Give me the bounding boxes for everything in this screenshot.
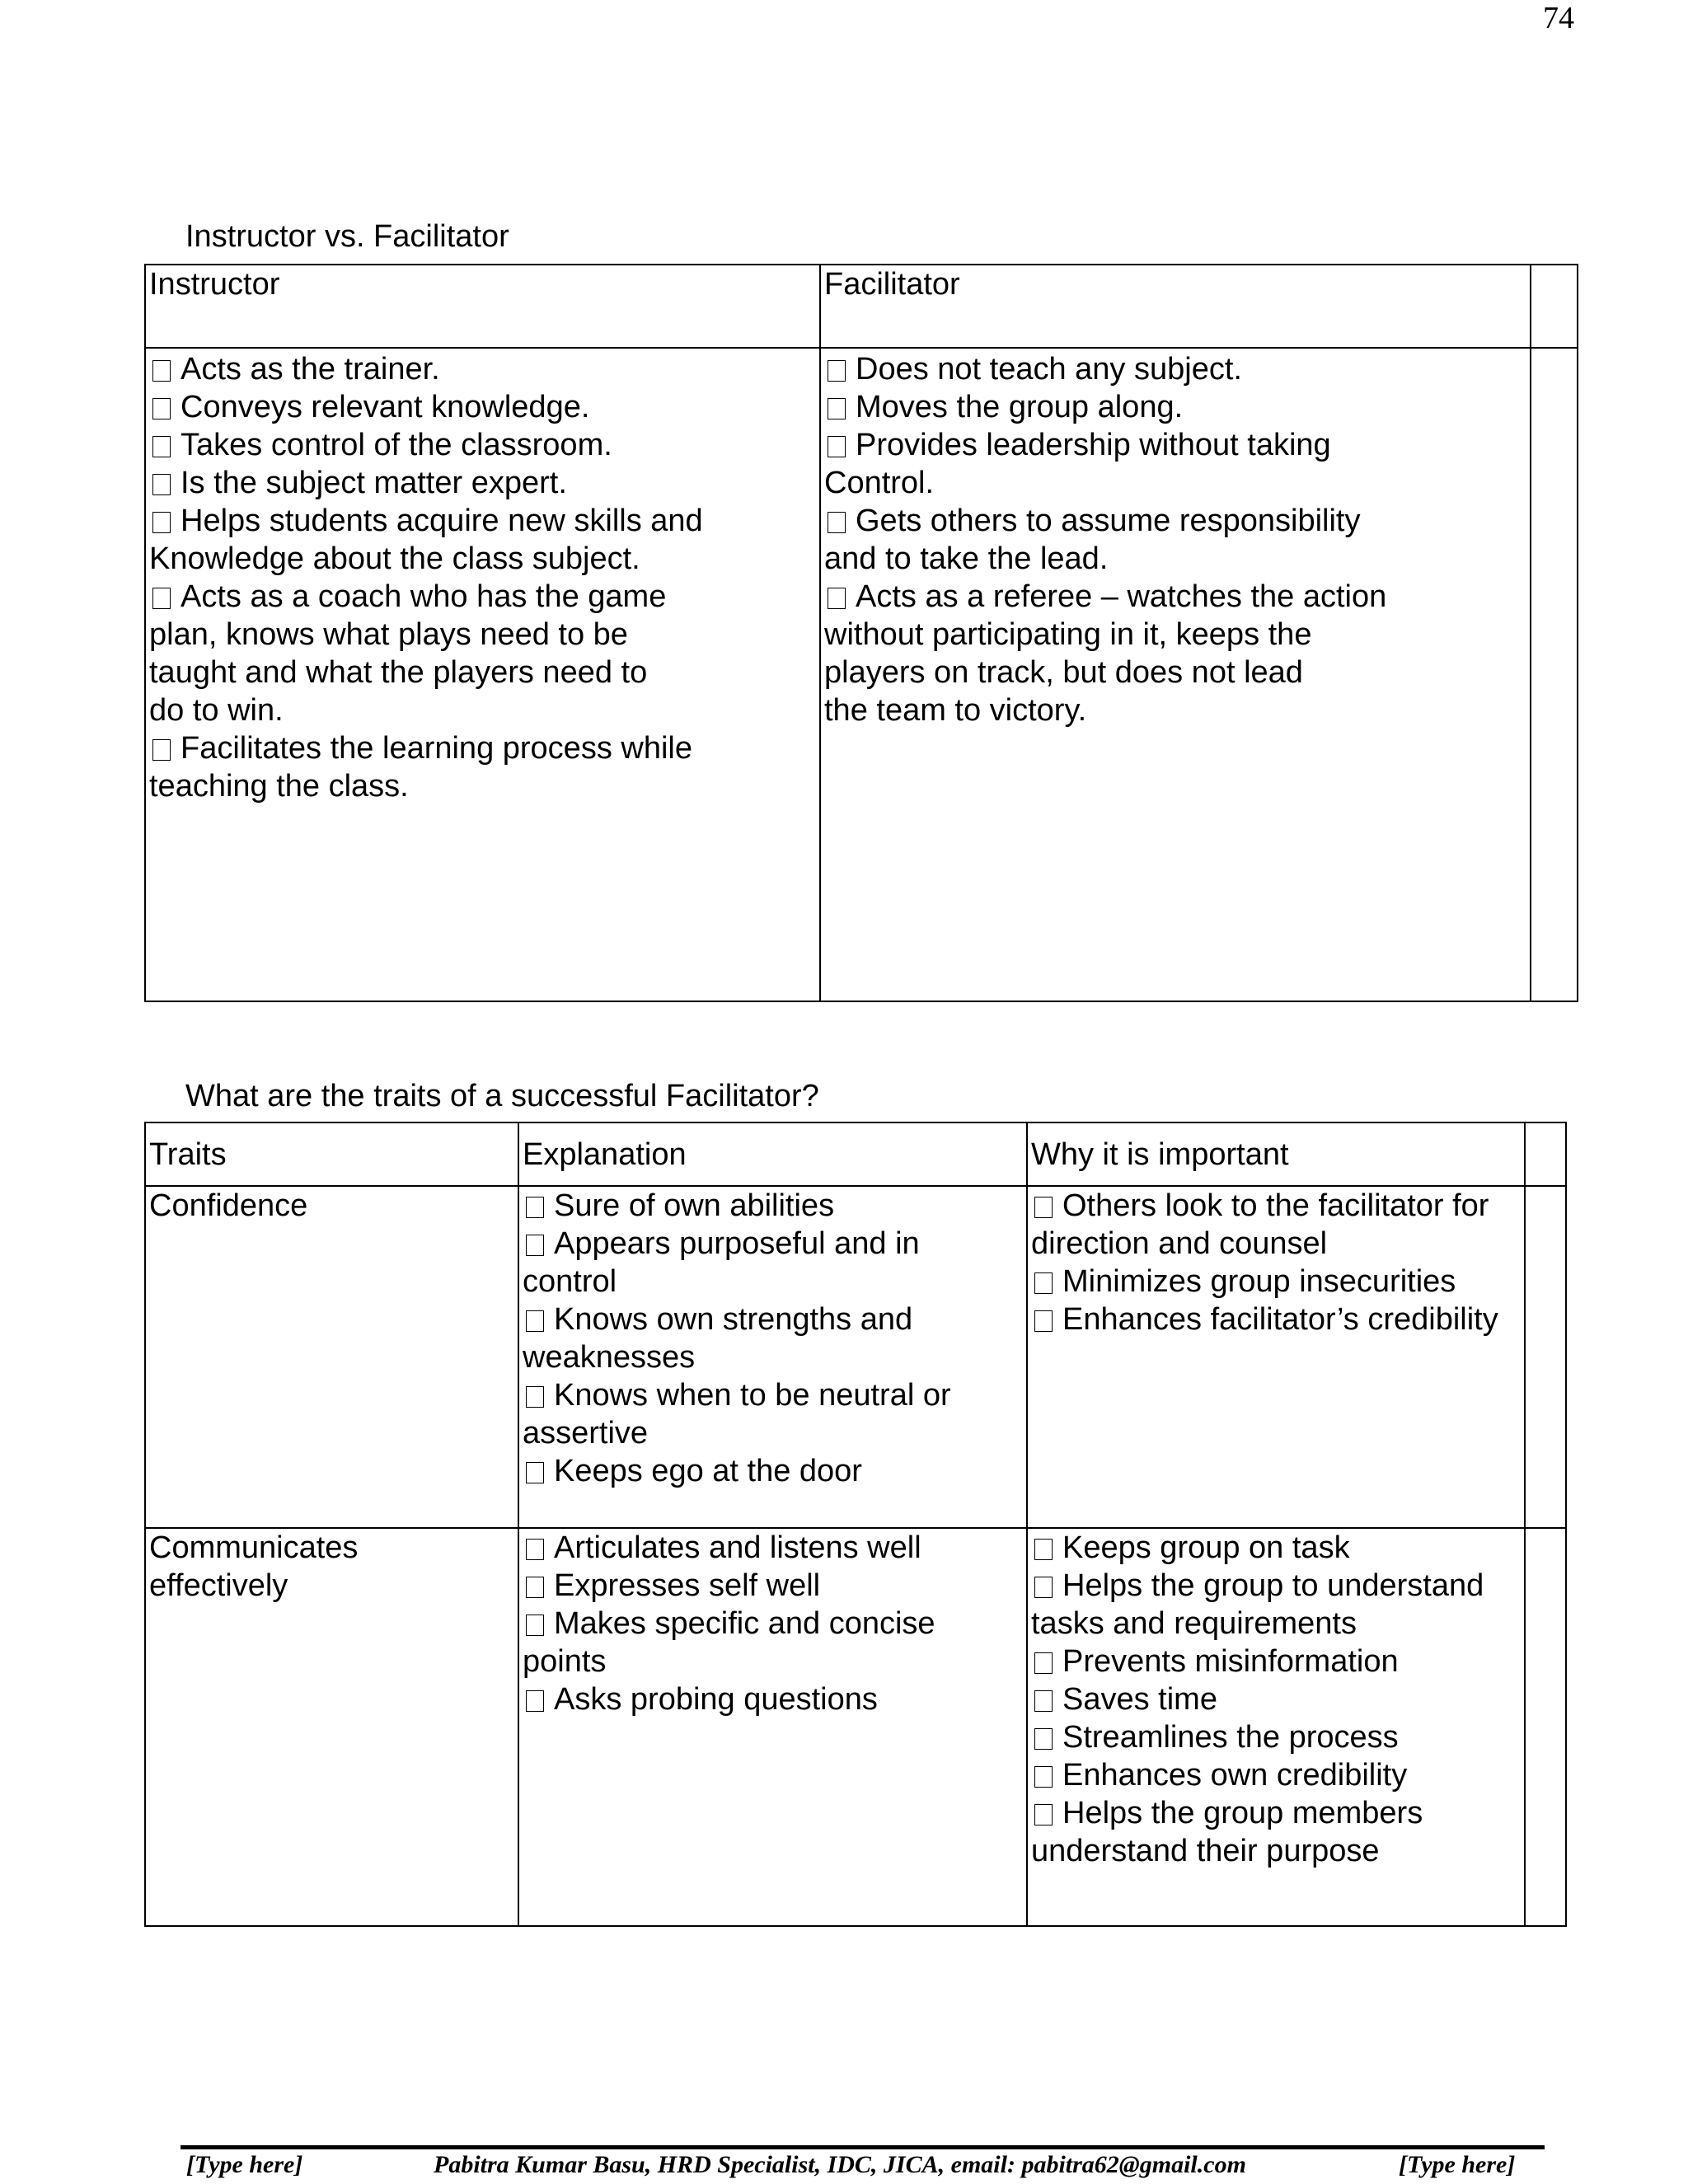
line-text: Enhances facilitator’s credibility [1062,1302,1498,1337]
bullet-box-icon [526,1386,544,1408]
bullet-box-icon [526,1577,544,1598]
bullet-box-icon [1034,1804,1053,1825]
bullet-item [824,388,1530,426]
line-text: the team to victory. [824,693,1087,728]
line-text: Prevents misinformation [1062,1644,1399,1679]
line-text: Helps the group members [1062,1796,1423,1830]
line-text: Asks probing questions [554,1682,878,1717]
trait-row-communicates [145,1528,1566,1926]
bullet-item [523,1452,1026,1490]
line-text: Minimizes group insecurities [1062,1264,1456,1299]
empty-cell [1525,1186,1566,1528]
footer-center: Pabitra Kumar Basu, HRD Specialist, IDC, JICA, email: pabitra62@gmail.com [434,2151,1246,2178]
explanation-cell [518,1528,1027,1926]
text-line [149,616,819,654]
bullet-item [523,1567,1026,1605]
line-text: understand their purpose [1031,1834,1380,1868]
facilitator-cell [820,348,1531,1001]
bullet-box-icon [152,588,171,609]
line-text: direction and counsel [1031,1226,1328,1261]
bullet-box-icon [1034,1766,1053,1788]
text-line [149,767,819,805]
bullet-box-icon [828,436,846,457]
header-facilitator: Facilitator [820,265,1531,348]
text-line [824,540,1530,578]
bullet-item [149,388,819,426]
line-text: Keeps ego at the door [554,1454,862,1488]
bullet-box-icon [526,1197,544,1218]
line-text: Others look to the facilitator for [1062,1188,1489,1223]
line-text: Takes control of the classroom. [181,428,612,462]
importance-cell [1027,1528,1525,1926]
bullet-item [523,1376,1026,1414]
empty-cell [1531,265,1578,348]
line-text: Keeps group on task [1062,1530,1350,1565]
bullet-box-icon [828,398,846,419]
line-text: Conveys relevant knowledge. [181,390,590,424]
text-line [824,654,1530,691]
trait-name: effectively [149,1568,288,1603]
text-line [523,1643,1026,1680]
bullet-box-icon [828,512,846,533]
text-line [523,1338,1026,1376]
line-text: do to win. [149,693,284,728]
header-traits: Traits [145,1122,518,1186]
bullet-box-icon [152,739,171,761]
bullet-box-icon [1034,1652,1053,1674]
text-line [1031,1605,1524,1643]
header-why-important: Why it is important [1027,1122,1525,1186]
explanation-cell [518,1186,1027,1528]
bullet-item [149,502,819,540]
bullet-item [1031,1529,1524,1567]
bullet-item [149,350,819,388]
line-text: tasks and requirements [1031,1606,1357,1641]
line-text: Saves time [1062,1682,1217,1717]
bullet-item [149,464,819,502]
bullet-box-icon [828,588,846,609]
importance-cell [1027,1186,1525,1528]
table1-header-row [145,265,1578,348]
bullet-box-icon [152,436,171,457]
text-line [1031,1832,1524,1870]
line-text: Acts as the trainer. [181,352,440,387]
line-text: Helps students acquire new skills and [181,504,703,538]
text-line [149,691,819,729]
line-text: Makes specific and concise [554,1606,935,1641]
line-text: Helps the group to understand [1062,1568,1484,1603]
line-text: Does not teach any subject. [856,352,1242,387]
bullet-box-icon [1034,1310,1053,1332]
line-text: plan, knows what plays need to be [149,617,628,652]
line-text: Expresses self well [554,1568,821,1603]
bullet-item [1031,1680,1524,1718]
bullet-box-icon [828,360,846,382]
page-number: 74 [1543,1,1574,35]
text-line [149,654,819,691]
line-text: taught and what the players need to [149,655,648,690]
line-text: Knows own strengths and [554,1302,913,1337]
table1-body-row [145,348,1578,1001]
empty-cell [1531,348,1578,1001]
facilitator-traits-table [144,1122,1567,1927]
line-text: Moves the group along. [856,390,1184,424]
trait-cell [145,1528,518,1926]
line-text: Control. [824,466,935,500]
table1-caption: Instructor vs. Facilitator [185,219,509,254]
text-line [149,540,819,578]
bullet-item [1031,1187,1524,1225]
line-text: Facilitates the learning process while [181,731,692,766]
bullet-box-icon [1034,1728,1053,1750]
line-text: points [523,1644,607,1679]
bullet-item [824,578,1530,616]
bullet-item [824,350,1530,388]
bullet-box-icon [526,1310,544,1332]
line-text: weaknesses [523,1340,696,1375]
text-line [523,1263,1026,1301]
bullet-item [1031,1794,1524,1832]
bullet-item [149,426,819,464]
footer-right: [Type here] [1399,2151,1516,2178]
bullet-box-icon [526,1539,544,1560]
table2-header-row [145,1122,1566,1186]
bullet-item [523,1680,1026,1718]
bullet-item [523,1225,1026,1263]
text-line [1031,1225,1524,1263]
text-line [824,464,1530,502]
line-text: Is the subject matter expert. [181,466,567,500]
bullet-item [824,502,1530,540]
empty-cell [1525,1122,1566,1186]
bullet-box-icon [526,1690,544,1712]
bullet-box-icon [152,474,171,495]
line-text: Articulates and listens well [554,1530,921,1565]
bullet-item [824,426,1530,464]
bullet-box-icon [1034,1577,1053,1598]
line-text: without participating in it, keeps the [824,617,1312,652]
bullet-item [149,729,819,767]
bullet-box-icon [526,1615,544,1636]
bullet-box-icon [526,1235,544,1256]
line-text: Knowledge about the class subject. [149,541,640,576]
header-explanation: Explanation [518,1122,1027,1186]
bullet-item [1031,1567,1524,1605]
bullet-box-icon [1034,1197,1053,1218]
line-text: Streamlines the process [1062,1720,1399,1755]
bullet-box-icon [1034,1690,1053,1712]
trait-row-confidence [145,1186,1566,1528]
line-text: and to take the lead. [824,541,1109,576]
bullet-item [1031,1718,1524,1756]
line-text: Provides leadership without taking [856,428,1331,462]
bullet-item [523,1187,1026,1225]
instructor-facilitator-table [144,264,1578,1002]
text-line [824,691,1530,729]
bullet-box-icon [152,512,171,533]
bullet-item [523,1529,1026,1567]
footer-left: [Type here] [186,2151,303,2178]
empty-cell [1525,1528,1566,1926]
bullet-item [1031,1756,1524,1794]
line-text: teaching the class. [149,769,409,804]
bullet-item [523,1301,1026,1338]
bullet-box-icon [526,1462,544,1483]
line-text: control [523,1264,617,1299]
line-text: Sure of own abilities [554,1188,835,1223]
text-line [824,616,1530,654]
table2-caption: What are the traits of a successful Facilitator? [185,1079,819,1113]
header-instructor: Instructor [145,265,820,348]
bullet-box-icon [152,398,171,419]
line-text: Acts as a coach who has the game [181,579,667,614]
bullet-box-icon [152,360,171,382]
bullet-item [1031,1263,1524,1301]
bullet-box-icon [1034,1539,1053,1560]
footer-rule [181,2145,1545,2149]
line-text: assertive [523,1416,649,1451]
line-text: Gets others to assume responsibility [856,504,1361,538]
trait-name: Confidence [149,1188,308,1223]
trait-name: Communicates [149,1530,359,1565]
bullet-item [1031,1301,1524,1338]
bullet-box-icon [1034,1272,1053,1294]
line-text: players on track, but does not lead [824,655,1303,690]
line-text: Acts as a referee – watches the action [856,579,1387,614]
bullet-item [149,578,819,616]
text-line [523,1414,1026,1452]
line-text: Knows when to be neutral or [554,1378,951,1413]
bullet-item [523,1605,1026,1643]
instructor-cell [145,348,820,1001]
line-text: Appears purposeful and in [554,1226,920,1261]
line-text: Enhances own credibility [1062,1758,1408,1793]
bullet-item [1031,1643,1524,1680]
trait-cell [145,1186,518,1528]
